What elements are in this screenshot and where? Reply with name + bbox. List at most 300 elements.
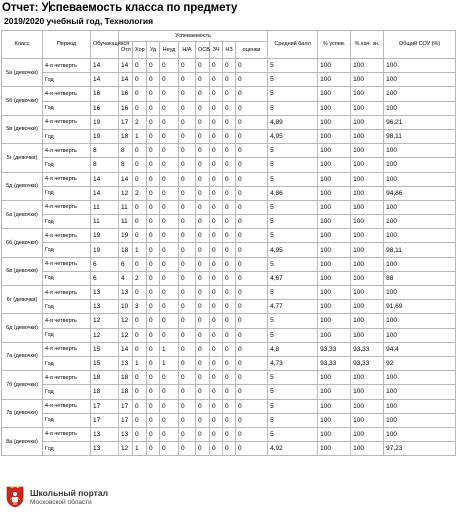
value-cell: 0 bbox=[236, 144, 268, 158]
count-cell: 0 bbox=[147, 342, 160, 356]
count-cell: 0 bbox=[179, 442, 196, 456]
col-header-class: Класс bbox=[2, 31, 43, 59]
value-cell: 0 bbox=[236, 186, 268, 200]
period-cell: 4-я четверть bbox=[43, 59, 91, 73]
table-row bbox=[2, 59, 456, 73]
value-cell: 4,73 bbox=[268, 356, 318, 370]
count-cell: 1 bbox=[133, 243, 147, 257]
col-header-sou: Общий СОУ (%) bbox=[384, 31, 456, 59]
value-cell: 100 bbox=[384, 59, 456, 73]
value-cell: 0 bbox=[236, 413, 268, 427]
count-cell: 0 bbox=[160, 328, 179, 342]
count-cell: 12 bbox=[119, 314, 133, 328]
count-cell: 0 bbox=[223, 129, 236, 143]
count-cell: 0 bbox=[196, 144, 210, 158]
value-cell: 4,8 bbox=[268, 342, 318, 356]
count-cell: 0 bbox=[196, 356, 210, 370]
value-cell: 19 bbox=[91, 115, 119, 129]
value-cell: 5 bbox=[268, 427, 318, 441]
value-cell: 12 bbox=[91, 314, 119, 328]
count-cell: 18 bbox=[119, 371, 133, 385]
count-cell: 17 bbox=[119, 115, 133, 129]
value-cell: 100 bbox=[351, 314, 384, 328]
value-cell: 100 bbox=[351, 158, 384, 172]
count-cell: 0 bbox=[133, 172, 147, 186]
count-cell: 8 bbox=[119, 144, 133, 158]
value-cell: 16 bbox=[91, 101, 119, 115]
value-cell: 100 bbox=[351, 129, 384, 143]
count-cell: 0 bbox=[160, 101, 179, 115]
count-cell: 0 bbox=[196, 413, 210, 427]
count-cell: 0 bbox=[210, 144, 223, 158]
count-cell: 0 bbox=[160, 59, 179, 73]
count-cell: 0 bbox=[196, 186, 210, 200]
value-cell: 94,4 bbox=[384, 342, 456, 356]
count-cell: 0 bbox=[223, 314, 236, 328]
count-cell: 0 bbox=[133, 229, 147, 243]
count-cell: 0 bbox=[210, 257, 223, 271]
table-row bbox=[2, 200, 456, 214]
class-cell: 5д (девочки) bbox=[2, 172, 43, 200]
value-cell: 0 bbox=[236, 300, 268, 314]
count-cell: 10 bbox=[119, 300, 133, 314]
value-cell: 0 bbox=[236, 101, 268, 115]
period-cell: 4-я четверть bbox=[43, 257, 91, 271]
report-title-suffix: спеваемость класса по предмету bbox=[49, 2, 238, 14]
value-cell: 100 bbox=[384, 328, 456, 342]
count-cell: 0 bbox=[223, 286, 236, 300]
count-cell: 0 bbox=[160, 73, 179, 87]
value-cell: 0 bbox=[236, 115, 268, 129]
value-cell: 93,33 bbox=[318, 342, 351, 356]
value-cell: 100 bbox=[318, 186, 351, 200]
value-cell: 6 bbox=[91, 257, 119, 271]
value-cell: 15 bbox=[91, 342, 119, 356]
value-cell: 100 bbox=[351, 442, 384, 456]
period-cell: Год bbox=[43, 215, 91, 229]
table-row bbox=[2, 243, 456, 257]
count-cell: 14 bbox=[119, 59, 133, 73]
count-cell: 8 bbox=[119, 158, 133, 172]
count-cell: 0 bbox=[223, 328, 236, 342]
count-cell: 0 bbox=[160, 257, 179, 271]
value-cell: 0 bbox=[236, 314, 268, 328]
value-cell: 100 bbox=[318, 371, 351, 385]
count-cell: 0 bbox=[147, 186, 160, 200]
col-header-pct-success: % успев. bbox=[318, 31, 351, 59]
value-cell: 4,77 bbox=[268, 300, 318, 314]
value-cell: 100 bbox=[384, 399, 456, 413]
count-cell: 0 bbox=[179, 385, 196, 399]
count-cell: 0 bbox=[196, 399, 210, 413]
col-header-zch: ЗЧ bbox=[210, 42, 223, 59]
value-cell: 0 bbox=[236, 286, 268, 300]
value-cell: 18 bbox=[91, 371, 119, 385]
count-cell: 12 bbox=[119, 442, 133, 456]
value-cell: 5 bbox=[268, 257, 318, 271]
count-cell: 0 bbox=[196, 300, 210, 314]
period-cell: 4-я четверть bbox=[43, 87, 91, 101]
value-cell: 100 bbox=[318, 427, 351, 441]
count-cell: 18 bbox=[119, 243, 133, 257]
value-cell: 5 bbox=[268, 314, 318, 328]
col-header-students: Обучающихся bbox=[91, 31, 119, 59]
count-cell: 0 bbox=[179, 215, 196, 229]
count-cell: 0 bbox=[147, 371, 160, 385]
count-cell: 0 bbox=[223, 215, 236, 229]
count-cell: 0 bbox=[133, 144, 147, 158]
count-cell: 0 bbox=[223, 442, 236, 456]
table-row bbox=[2, 399, 456, 413]
table-row bbox=[2, 286, 456, 300]
period-cell: 4-я четверть bbox=[43, 371, 91, 385]
table-body bbox=[2, 59, 456, 456]
count-cell: 0 bbox=[133, 257, 147, 271]
period-cell: 4-я четверть bbox=[43, 399, 91, 413]
value-cell: 6 bbox=[91, 271, 119, 285]
portal-region: Московской области bbox=[30, 499, 92, 506]
class-cell: 7в (девочки) bbox=[2, 399, 43, 427]
period-cell: Год bbox=[43, 243, 91, 257]
value-cell: 100 bbox=[384, 286, 456, 300]
value-cell: 0 bbox=[236, 200, 268, 214]
count-cell: 0 bbox=[147, 314, 160, 328]
value-cell: 19 bbox=[91, 229, 119, 243]
value-cell: 0 bbox=[236, 427, 268, 441]
count-cell: 0 bbox=[160, 442, 179, 456]
count-cell: 0 bbox=[179, 427, 196, 441]
value-cell: 0 bbox=[236, 229, 268, 243]
col-header-period: Период bbox=[43, 31, 91, 59]
count-cell: 0 bbox=[223, 371, 236, 385]
count-cell: 0 bbox=[179, 158, 196, 172]
count-cell: 0 bbox=[147, 271, 160, 285]
class-cell: 7а (девочки) bbox=[2, 342, 43, 370]
count-cell: 0 bbox=[210, 73, 223, 87]
count-cell: 0 bbox=[133, 286, 147, 300]
count-cell: 0 bbox=[133, 101, 147, 115]
count-cell: 0 bbox=[179, 399, 196, 413]
count-cell: 0 bbox=[160, 158, 179, 172]
value-cell: 5 bbox=[268, 172, 318, 186]
value-cell: 100 bbox=[318, 413, 351, 427]
count-cell: 0 bbox=[210, 59, 223, 73]
period-cell: 4-я четверть bbox=[43, 342, 91, 356]
value-cell: 100 bbox=[384, 87, 456, 101]
table-header-row bbox=[2, 31, 456, 42]
value-cell: 100 bbox=[351, 200, 384, 214]
value-cell: 5 bbox=[268, 59, 318, 73]
value-cell: 100 bbox=[384, 200, 456, 214]
value-cell: 5 bbox=[268, 215, 318, 229]
count-cell: 0 bbox=[147, 172, 160, 186]
count-cell: 0 bbox=[210, 129, 223, 143]
count-cell: 0 bbox=[147, 115, 160, 129]
period-cell: Год bbox=[43, 101, 91, 115]
period-cell: Год bbox=[43, 129, 91, 143]
value-cell: 0 bbox=[236, 271, 268, 285]
count-cell: 12 bbox=[119, 328, 133, 342]
count-cell: 0 bbox=[147, 442, 160, 456]
count-cell: 13 bbox=[119, 286, 133, 300]
value-cell: 5 bbox=[268, 87, 318, 101]
count-cell: 1 bbox=[133, 129, 147, 143]
count-cell: 0 bbox=[223, 101, 236, 115]
count-cell: 0 bbox=[223, 144, 236, 158]
count-cell: 0 bbox=[133, 328, 147, 342]
value-cell: 100 bbox=[318, 215, 351, 229]
table-row bbox=[2, 158, 456, 172]
count-cell: 0 bbox=[133, 87, 147, 101]
count-cell: 0 bbox=[210, 271, 223, 285]
count-cell: 0 bbox=[196, 328, 210, 342]
count-cell: 0 bbox=[179, 186, 196, 200]
value-cell: 100 bbox=[384, 385, 456, 399]
count-cell: 0 bbox=[196, 427, 210, 441]
count-cell: 0 bbox=[147, 59, 160, 73]
count-cell: 6 bbox=[119, 257, 133, 271]
value-cell: 0 bbox=[236, 399, 268, 413]
value-cell: 98,11 bbox=[384, 129, 456, 143]
value-cell: 5 bbox=[268, 371, 318, 385]
value-cell: 5 bbox=[268, 73, 318, 87]
count-cell: 0 bbox=[147, 356, 160, 370]
count-cell: 0 bbox=[210, 427, 223, 441]
count-cell: 0 bbox=[160, 271, 179, 285]
value-cell: 5 bbox=[268, 399, 318, 413]
count-cell: 0 bbox=[196, 215, 210, 229]
count-cell: 0 bbox=[196, 158, 210, 172]
value-cell: 100 bbox=[351, 172, 384, 186]
count-cell: 0 bbox=[223, 243, 236, 257]
count-cell: 0 bbox=[210, 101, 223, 115]
col-header-na: Н/А bbox=[179, 42, 196, 59]
count-cell: 0 bbox=[223, 158, 236, 172]
table-row bbox=[2, 342, 456, 356]
count-cell: 0 bbox=[223, 87, 236, 101]
count-cell: 3 bbox=[133, 300, 147, 314]
count-cell: 0 bbox=[160, 243, 179, 257]
value-cell: 100 bbox=[351, 257, 384, 271]
class-cell: 5в (девочки) bbox=[2, 115, 43, 143]
value-cell: 100 bbox=[318, 158, 351, 172]
table-row bbox=[2, 371, 456, 385]
period-cell: 4-я четверть bbox=[43, 286, 91, 300]
value-cell: 100 bbox=[351, 427, 384, 441]
count-cell: 0 bbox=[196, 286, 210, 300]
value-cell: 100 bbox=[318, 229, 351, 243]
count-cell: 0 bbox=[196, 200, 210, 214]
count-cell: 0 bbox=[196, 87, 210, 101]
count-cell: 0 bbox=[210, 356, 223, 370]
value-cell: 100 bbox=[351, 300, 384, 314]
value-cell: 4,67 bbox=[268, 271, 318, 285]
count-cell: 0 bbox=[160, 215, 179, 229]
value-cell: 93,33 bbox=[318, 356, 351, 370]
value-cell: 100 bbox=[351, 87, 384, 101]
value-cell: 13 bbox=[91, 286, 119, 300]
table-row bbox=[2, 101, 456, 115]
count-cell: 0 bbox=[179, 243, 196, 257]
count-cell: 0 bbox=[196, 442, 210, 456]
count-cell: 0 bbox=[196, 371, 210, 385]
value-cell: 100 bbox=[351, 144, 384, 158]
col-header-osv: ОСВ bbox=[196, 42, 210, 59]
count-cell: 0 bbox=[147, 300, 160, 314]
count-cell: 0 bbox=[210, 314, 223, 328]
count-cell: 17 bbox=[119, 399, 133, 413]
count-cell: 0 bbox=[223, 200, 236, 214]
count-cell: 0 bbox=[147, 427, 160, 441]
count-cell: 0 bbox=[147, 87, 160, 101]
value-cell: 8 bbox=[91, 158, 119, 172]
count-cell: 0 bbox=[147, 73, 160, 87]
value-cell: 5 bbox=[268, 413, 318, 427]
value-cell: 100 bbox=[318, 172, 351, 186]
count-cell: 0 bbox=[179, 101, 196, 115]
value-cell: 100 bbox=[318, 73, 351, 87]
count-cell: 0 bbox=[196, 229, 210, 243]
value-cell: 12 bbox=[91, 328, 119, 342]
count-cell: 0 bbox=[179, 271, 196, 285]
count-cell: 0 bbox=[179, 144, 196, 158]
count-cell: 0 bbox=[210, 399, 223, 413]
count-cell: 0 bbox=[160, 229, 179, 243]
value-cell: 100 bbox=[318, 300, 351, 314]
value-cell: 16 bbox=[91, 87, 119, 101]
value-cell: 14 bbox=[91, 73, 119, 87]
col-header-grade: оценки bbox=[236, 42, 268, 59]
class-cell: 6а (девочки) bbox=[2, 200, 43, 228]
count-cell: 18 bbox=[119, 385, 133, 399]
count-cell: 11 bbox=[119, 215, 133, 229]
period-cell: Год bbox=[43, 413, 91, 427]
period-cell: Год bbox=[43, 385, 91, 399]
value-cell: 100 bbox=[318, 328, 351, 342]
count-cell: 0 bbox=[179, 73, 196, 87]
value-cell: 5 bbox=[268, 229, 318, 243]
count-cell: 0 bbox=[133, 371, 147, 385]
count-cell: 0 bbox=[210, 342, 223, 356]
value-cell: 0 bbox=[236, 342, 268, 356]
value-cell: 13 bbox=[91, 300, 119, 314]
count-cell: 0 bbox=[223, 271, 236, 285]
count-cell: 11 bbox=[119, 200, 133, 214]
table-row bbox=[2, 300, 456, 314]
count-cell: 0 bbox=[210, 286, 223, 300]
value-cell: 19 bbox=[91, 129, 119, 143]
value-cell: 4,95 bbox=[268, 129, 318, 143]
value-cell: 100 bbox=[384, 371, 456, 385]
value-cell: 14 bbox=[91, 172, 119, 186]
count-cell: 0 bbox=[196, 257, 210, 271]
value-cell: 0 bbox=[236, 129, 268, 143]
count-cell: 0 bbox=[179, 200, 196, 214]
count-cell: 0 bbox=[223, 385, 236, 399]
value-cell: 100 bbox=[318, 286, 351, 300]
count-cell: 0 bbox=[160, 300, 179, 314]
value-cell: 5 bbox=[268, 286, 318, 300]
count-cell: 0 bbox=[179, 342, 196, 356]
table-row bbox=[2, 129, 456, 143]
class-cell: 5а (девочки) bbox=[2, 59, 43, 87]
value-cell: 92 bbox=[384, 356, 456, 370]
value-cell: 100 bbox=[318, 115, 351, 129]
value-cell: 100 bbox=[384, 257, 456, 271]
col-header-hor: Хор bbox=[133, 42, 147, 59]
count-cell: 0 bbox=[147, 385, 160, 399]
value-cell: 0 bbox=[236, 87, 268, 101]
col-header-average: Средний балл bbox=[268, 31, 318, 59]
table-row bbox=[2, 413, 456, 427]
count-cell: 0 bbox=[210, 200, 223, 214]
value-cell: 17 bbox=[91, 413, 119, 427]
count-cell: 12 bbox=[119, 186, 133, 200]
count-cell: 0 bbox=[196, 59, 210, 73]
value-cell: 13 bbox=[91, 442, 119, 456]
count-cell: 0 bbox=[179, 314, 196, 328]
class-cell: 6г (девочки) bbox=[2, 286, 43, 314]
table-row bbox=[2, 172, 456, 186]
count-cell: 16 bbox=[119, 87, 133, 101]
value-cell: 4,86 bbox=[268, 186, 318, 200]
value-cell: 100 bbox=[351, 229, 384, 243]
count-cell: 0 bbox=[160, 286, 179, 300]
value-cell: 0 bbox=[236, 59, 268, 73]
value-cell: 93,33 bbox=[351, 342, 384, 356]
count-cell: 0 bbox=[210, 87, 223, 101]
count-cell: 0 bbox=[223, 399, 236, 413]
count-cell: 0 bbox=[160, 413, 179, 427]
count-cell: 0 bbox=[223, 115, 236, 129]
report-title bbox=[2, 1, 237, 14]
count-cell: 0 bbox=[210, 385, 223, 399]
value-cell: 19 bbox=[91, 243, 119, 257]
value-cell: 100 bbox=[318, 87, 351, 101]
count-cell: 0 bbox=[147, 229, 160, 243]
count-cell: 0 bbox=[179, 328, 196, 342]
value-cell: 94,86 bbox=[384, 186, 456, 200]
value-cell: 14 bbox=[91, 59, 119, 73]
period-cell: Год bbox=[43, 73, 91, 87]
period-cell: Год bbox=[43, 300, 91, 314]
count-cell: 0 bbox=[160, 172, 179, 186]
value-cell: 0 bbox=[236, 73, 268, 87]
value-cell: 97,23 bbox=[384, 442, 456, 456]
table-row bbox=[2, 87, 456, 101]
count-cell: 0 bbox=[179, 371, 196, 385]
table-row bbox=[2, 328, 456, 342]
value-cell: 100 bbox=[351, 115, 384, 129]
count-cell: 0 bbox=[160, 399, 179, 413]
count-cell: 1 bbox=[133, 356, 147, 370]
count-cell: 0 bbox=[133, 215, 147, 229]
value-cell: 100 bbox=[351, 286, 384, 300]
count-cell: 0 bbox=[196, 314, 210, 328]
count-cell: 0 bbox=[160, 115, 179, 129]
value-cell: 100 bbox=[351, 73, 384, 87]
value-cell: 100 bbox=[384, 413, 456, 427]
col-header-neud: Неуд bbox=[160, 42, 179, 59]
count-cell: 0 bbox=[210, 115, 223, 129]
count-cell: 0 bbox=[147, 129, 160, 143]
count-cell: 0 bbox=[210, 442, 223, 456]
value-cell: 5 bbox=[268, 328, 318, 342]
count-cell: 0 bbox=[160, 186, 179, 200]
period-cell: Год bbox=[43, 186, 91, 200]
value-cell: 5 bbox=[268, 101, 318, 115]
value-cell: 100 bbox=[384, 101, 456, 115]
